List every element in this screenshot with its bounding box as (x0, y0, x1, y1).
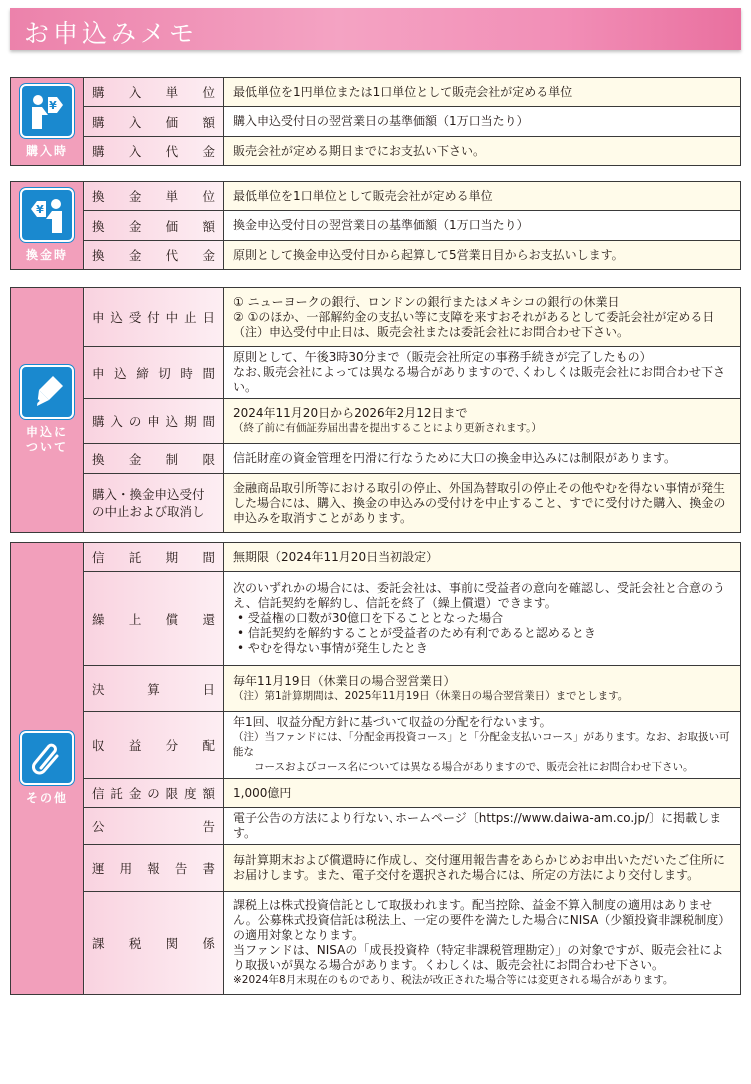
section-2-table (10, 181, 741, 270)
row-label-text: 申込締切時間 (92, 365, 215, 381)
svg-text:¥: ¥ (49, 99, 57, 112)
row-label (84, 712, 224, 779)
table-row (11, 892, 741, 995)
content-line: • 信託契約を解約することが受益者のため有利であると認めるとき (237, 626, 596, 640)
table-row (11, 137, 741, 166)
row-label-text: 繰上償還 (92, 611, 215, 627)
section-side-label-line: 換金時 (25, 248, 68, 262)
table-row (11, 241, 741, 270)
row-label-text: 換金代金 (92, 248, 215, 263)
row-label (84, 399, 224, 444)
pen-nib-icon (20, 365, 74, 419)
table-row (11, 211, 741, 241)
content-line: （注）第1計算期間は、2025年11月19日（休業日の場合翌営業日）までとします。 (233, 689, 629, 702)
section-side-label (11, 144, 83, 159)
row-label (84, 845, 224, 892)
page-header (10, 8, 741, 50)
row-label (84, 107, 224, 137)
table-row (11, 543, 741, 572)
section-side-cell (11, 182, 84, 270)
row-label (84, 808, 224, 845)
section-side-cell (11, 78, 84, 166)
row-label-text: 運用報告書 (92, 861, 215, 876)
content-line: 原則として換金申込受付日から起算して5営業日目からお支払いします。 (233, 247, 624, 262)
section-side-label-line: 購入時 (25, 144, 68, 158)
row-content (224, 808, 741, 845)
table-row (11, 845, 741, 892)
table-row (11, 808, 741, 845)
row-content (224, 892, 741, 995)
person-yen-icon (20, 84, 74, 138)
section-side-label-line: その他 (25, 791, 68, 805)
table-row (11, 347, 741, 399)
table-row (11, 78, 741, 107)
section-side-label-line: 申込に (25, 425, 68, 439)
content-line: • 受益権の口数が30億口を下ることとなった場合 (237, 611, 504, 625)
content-line: 毎年11月19日（休業日の場合翌営業日） (233, 673, 456, 688)
content-line: 購入申込受付日の翌営業日の基準価額（1万口当たり） (233, 114, 529, 128)
row-label-text: 収益分配 (92, 738, 215, 753)
table-row (11, 712, 741, 779)
row-label (84, 666, 224, 712)
row-label-text: 申込受付中止日 (92, 310, 215, 325)
content-line: ① ニューヨークの銀行、ロンドンの銀行またはメキシコの銀行の休業日 (233, 294, 620, 309)
row-content (224, 241, 741, 270)
row-label-line: の中止および取消し (92, 504, 205, 519)
row-content (224, 137, 741, 166)
row-label (84, 347, 224, 399)
row-label (84, 241, 224, 270)
content-line: 当ファンドは、NISAの「成長投資枠（特定非課税管理勘定）」の対象ですが、販売会社により取扱いが異なる場合があります。くわしくは、販売会社にお問合わせ下さい。 (233, 943, 724, 972)
content-line: 信託財産の資金管理を円滑に行なうために大口の換金申込みには制限があります。 (233, 451, 677, 465)
row-label (84, 572, 224, 666)
row-label-text: 公告 (92, 819, 215, 834)
row-label (84, 892, 224, 995)
table-row (11, 572, 741, 666)
row-label-text: 信託期間 (92, 550, 215, 565)
content-line: 毎計算期末および償還時に作成し、交付運用報告書をあらかじめお申出いただいたご住所にお届けします。また、電子交付を選択された場合には、所定の方法により交付します。 (233, 853, 726, 882)
row-content (224, 347, 741, 399)
content-line: 次のいずれかの場合には、委託会社は、事前に受益者の意向を確認し、受託会社と合意のうえ、信託契約を解約し、信託を終了（繰上償還）できます。 (233, 581, 726, 610)
row-label (84, 211, 224, 241)
row-label-text: 購入の申込期間 (92, 414, 215, 429)
section-4-table (10, 542, 741, 995)
row-label-text: 換金価額 (92, 218, 215, 234)
row-label-text: 購入単位 (92, 85, 215, 100)
section-side-label (11, 425, 83, 455)
content-line: • やむを得ない事情が発生したとき (237, 641, 428, 655)
row-label-text: 購入代金 (92, 144, 215, 159)
row-label (84, 474, 224, 533)
section-side-cell (11, 288, 84, 533)
row-label-text: 信託金の限度額 (92, 786, 215, 801)
row-label (84, 288, 224, 347)
table-row (11, 444, 741, 474)
section-side-label (11, 248, 83, 263)
row-content (224, 399, 741, 444)
content-line: ② ①のほか、一部解約金の支払い等に支障を来すおそれがあるとして委託会社が定める日 (233, 309, 715, 324)
content-line: 換金申込受付日の翌営業日の基準価額（1万口当たり） (233, 218, 529, 232)
paperclip-icon (20, 731, 74, 785)
table-row (11, 182, 741, 211)
content-line: コースおよびコース名については異なる場合がありますので、販売会社にお問合わせ下さい。 (254, 761, 694, 773)
yen-person-icon (20, 188, 74, 242)
row-label-text: 換金単位 (92, 189, 215, 204)
row-content (224, 474, 741, 533)
table-row (11, 288, 741, 347)
row-label (84, 137, 224, 166)
row-content (224, 78, 741, 107)
content-line: 販売会社が定める期日までにお支払い下さい。 (233, 143, 486, 158)
table-row (11, 666, 741, 712)
section-1-table (10, 77, 741, 166)
row-content (224, 712, 741, 779)
table-row (11, 399, 741, 444)
row-content (224, 572, 741, 666)
table-row (11, 107, 741, 137)
content-line: 原則として、午後3時30分まで（販売会社所定の事務手続きが完了したもの） (233, 350, 652, 364)
content-line: 金融商品取引所等における取引の停止、外国為替取引の停止その他やむを得ない事情が発生した場合には、購入、換金の申込みの受付けを中止すること、すでに受付けた購入、換金の申込みを取消すことがあります。 (233, 480, 726, 525)
row-content (224, 107, 741, 137)
row-content (224, 211, 741, 241)
content-line: 無期限（2024年11月20日当初設定） (233, 549, 439, 564)
page-title: お申込みメモ (24, 19, 199, 48)
section-side-cell (11, 543, 84, 995)
content-line: なお､販売会社によっては異なる場合がありますので､くわしくは販売会社にお問合わせ下さい。 (233, 365, 726, 394)
content-line: 最低単位を1円単位または1口単位として販売会社が定める単位 (233, 84, 573, 99)
row-content (224, 845, 741, 892)
row-label-line: 購入・換金申込受付 (92, 487, 205, 502)
row-label-text: 決算日 (92, 681, 215, 697)
content-line: （終了前に有価証券届出書を提出することにより更新されます。） (233, 422, 542, 434)
svg-text:¥: ¥ (36, 203, 44, 216)
row-content (224, 182, 741, 211)
table-row (11, 779, 741, 808)
row-label-text: 購入価額 (92, 114, 215, 130)
content-line: 課税上は株式投資信託として取扱われます。配当控除、益金不算入制度の適用はありません。公募株式投資信託は税法上、一定の要件を満たした場合にNISA（少額投資非課税制度）の適用対象となります。 (233, 898, 731, 942)
row-label (84, 182, 224, 211)
row-content (224, 444, 741, 474)
row-label-text: 換金制限 (92, 451, 215, 467)
section-side-label (11, 791, 83, 806)
row-content (224, 779, 741, 808)
row-label (84, 444, 224, 474)
row-label (84, 543, 224, 572)
content-line: 年1回、収益分配方針に基づいて収益の分配を行ないます。 (233, 715, 552, 729)
content-line: 2024年11月20日から2026年2月12日まで (233, 406, 468, 420)
content-line: ※2024年8月末現在のものであり、税法が改正された場合等には変更される場合があります。 (233, 974, 674, 986)
content-line: 1,000億円 (233, 785, 292, 800)
content-line: 電子公告の方法により行ない､ホームページ〔https://www.daiwa-am.co.jp/〕に掲載します。 (233, 811, 722, 840)
content-line: 最低単位を1口単位として販売会社が定める単位 (233, 188, 493, 203)
section-3-table (10, 287, 741, 533)
row-content (224, 288, 741, 347)
content-line: （注）申込受付中止日は、販売会社または委託会社にお問合わせ下さい。 (233, 324, 630, 339)
table-row (11, 474, 741, 533)
section-side-label-line: ついて (25, 440, 68, 454)
row-label (84, 78, 224, 107)
content-line: （注）当ファンドには、「分配金再投資コース」と「分配金支払いコース」があります。なお、お取扱い可能な (233, 731, 730, 758)
row-content (224, 543, 741, 572)
row-label (84, 779, 224, 808)
row-content (224, 666, 741, 712)
row-label-text: 課税関係 (92, 936, 215, 951)
